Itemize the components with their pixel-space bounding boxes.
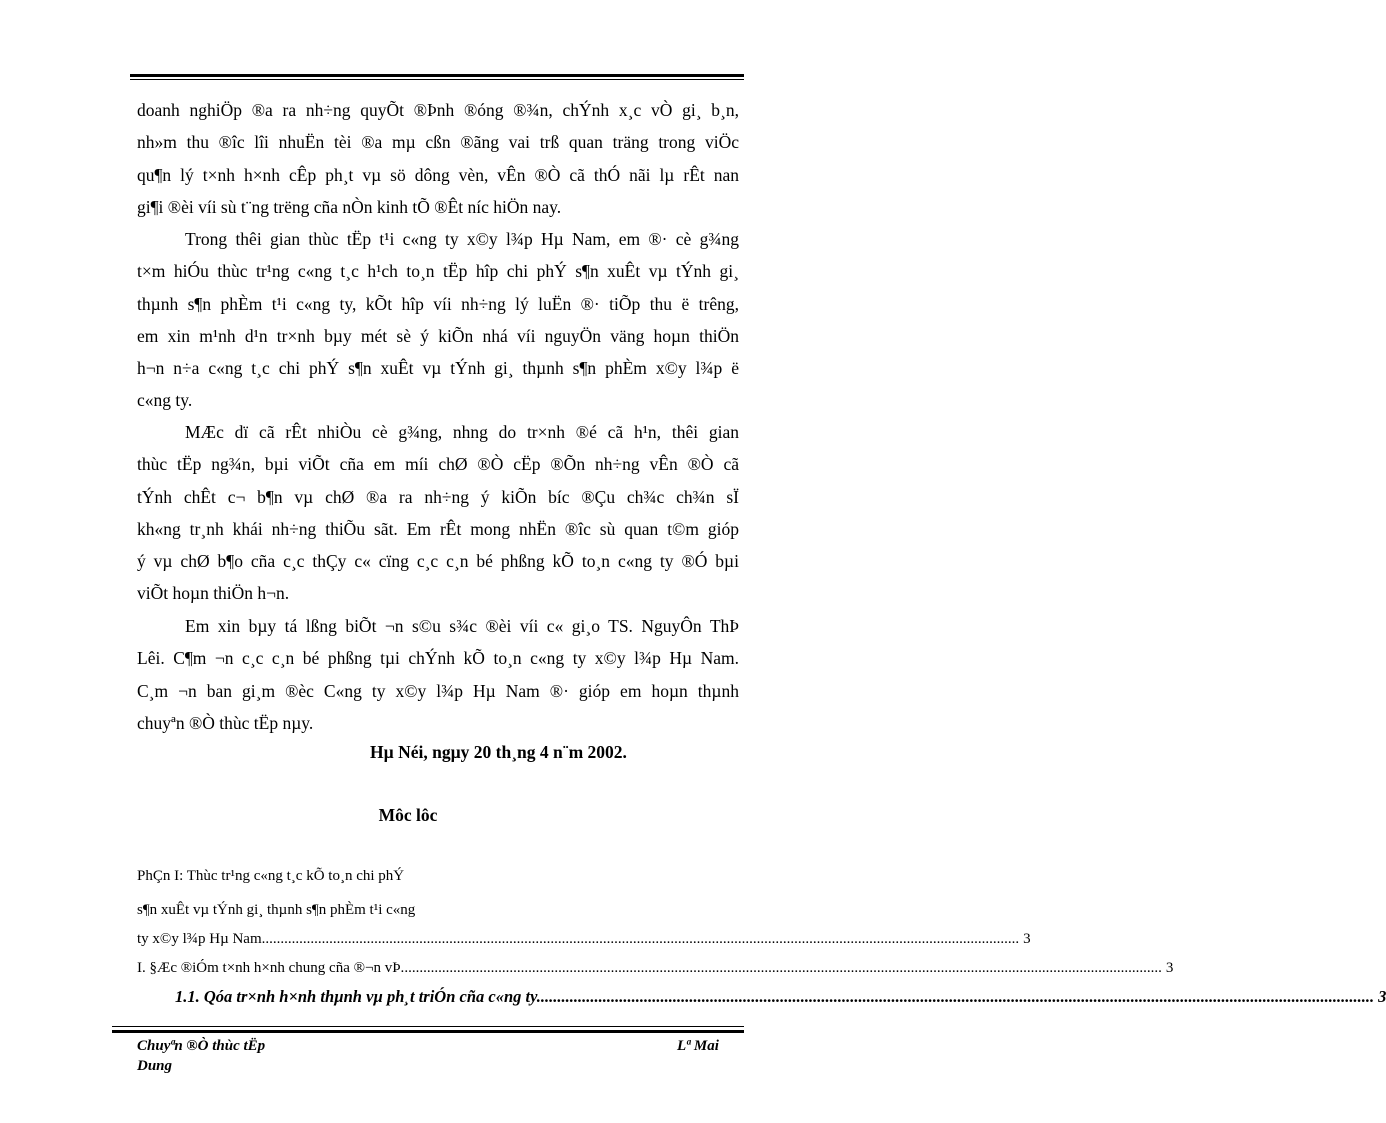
paragraph-line: tÝnh chÊt c¬ b¶n vµ chØ ®a ra nh÷ng ý kiÕn bíc ®Çu ch¾c ch¾n sÏ bbox=[137, 486, 739, 507]
paragraph-line: Trong thêi gian thùc tËp t¹i c«ng ty x©y l¾p Hµ Nam, em ®· cè g¾ng bbox=[185, 229, 739, 249]
paragraph-line: ý vµ chØ b¶o cña c¸c thÇy c« cïng c¸c c¸n bé phßng kÕ to¸n c«ng ty ®Ó bµi bbox=[137, 551, 739, 572]
toc-part1-line-1: PhÇn I: Thùc tr¹ng c«ng t¸c kÕ to¸n chi phÝ bbox=[137, 868, 405, 884]
footer-rule-thick bbox=[112, 1030, 744, 1033]
paragraph-line: Em xin bµy tá lßng biÕt ¬n s©u s¾c ®èi víi c« gi¸o TS. NguyÔn ThÞ bbox=[185, 616, 739, 636]
paragraph-line: qu¶n lý t×nh h×nh cÊp ph¸t vµ sö dông vèn, vÊn ®Ò cã thÓ nãi lµ rÊt nan bbox=[137, 164, 739, 185]
toc-entry[interactable] bbox=[175, 987, 1386, 1007]
toc-entry-page: 3 bbox=[1023, 931, 1031, 947]
paragraph-line: t×m hiÓu thùc tr¹ng c«ng t¸c h¹ch to¸n tËp hîp chi phÝ s¶n xuÊt vµ tÝnh gi¸ bbox=[137, 261, 739, 282]
toc-entry[interactable] bbox=[137, 960, 1174, 977]
header-rule-thin bbox=[130, 79, 744, 80]
paragraph bbox=[137, 416, 739, 610]
paragraph bbox=[137, 610, 739, 739]
paragraph-line: MÆc dï cã rÊt nhiÒu cè g¾ng, nhng do tr×nh ®é cã h¹n, thêi gian bbox=[185, 422, 739, 442]
paragraph bbox=[137, 94, 739, 223]
toc-entry-text: I. §Æc ®iÓm t×nh h×nh chung cña ®¬n vÞ. bbox=[137, 960, 405, 976]
paragraph-line: kh«ng tr¸nh khái nh÷ng thiÕu sãt. Em rÊt mong nhËn ®îc sù quan t©m gióp bbox=[137, 518, 739, 539]
paragraph-line: C¸m ¬n ban gi¸m ®èc C«ng ty x©y l¾p Hµ Nam ®· gióp em hoµn thµnh bbox=[137, 680, 739, 701]
toc-part1-line-2: s¶n xuÊt vµ tÝnh gi¸ thµnh s¶n phÈm t¹i c«ng bbox=[137, 902, 416, 918]
footer-title: Chuyªn ®Ò thùc tËp bbox=[137, 1038, 266, 1054]
date-line: Hµ Néi, ngµy 20 th¸ng 4 n¨m 2002. bbox=[370, 742, 627, 762]
toc-leader-dots: .......................................................................................................................................................................................................... bbox=[540, 987, 1375, 1006]
footer-rule-thin bbox=[112, 1026, 744, 1027]
toc-leader-dots: .......................................................................................................................................................................................................... bbox=[404, 960, 1162, 976]
paragraph-line: gi¶i ®èi víi sù t¨ng trëng cña nÒn kinh tÕ ®Êt níc hiÖn nay. bbox=[137, 196, 562, 217]
footer-left bbox=[137, 1036, 265, 1076]
paragraph-line: c«ng ty. bbox=[137, 390, 193, 411]
toc-entry[interactable] bbox=[137, 931, 1031, 948]
paragraph-line: h¬n n÷a c«ng t¸c chi phÝ s¶n xuÊt vµ tÝnh gi¸ thµnh s¶n phÈm x©y l¾p ë bbox=[137, 358, 739, 379]
paragraph-line: nh»m thu ®îc lîi nhuËn tèi ®a mµ cßn ®ãng vai trß quan träng trong viÖc bbox=[137, 132, 739, 153]
paragraph bbox=[137, 223, 739, 417]
paragraph-line: em xin m¹nh d¹n tr×nh bµy mét sè ý kiÕn nhá víi nguyÖn väng hoµn thiÖn bbox=[137, 325, 739, 346]
paragraph-line: thùc tËp ng¾n, bµi viÕt cña em míi chØ ®Ò cËp ®Õn nh÷ng vÊn ®Ò cã bbox=[137, 454, 739, 475]
toc-entry-text: ty x©y l¾p Hµ Nam bbox=[137, 931, 262, 947]
paragraph-line: viÕt hoµn thiÖn h¬n. bbox=[137, 583, 290, 604]
paragraph-line: doanh nghiÖp ®a ra nh÷ng quyÕt ®Þnh ®óng ®¾n, chÝnh x¸c vÒ gi¸ b¸n, bbox=[137, 100, 739, 120]
header-rule-thick bbox=[130, 74, 744, 77]
paragraph-line: chuyªn ®Ò thùc tËp nµy. bbox=[137, 712, 314, 733]
toc-leader-dots: .......................................................................................................................................................................................................... bbox=[261, 931, 1020, 947]
footer-author: Lª Mai bbox=[677, 1038, 719, 1054]
toc-entry-text: 1.1. Qóa tr×nh h×nh thµnh vµ ph¸t triÓn cña c«ng ty. bbox=[175, 987, 541, 1006]
paragraph-line: Lêi. C¶m ¬n c¸c c¸n bé phßng tµi chÝnh kÕ to¸n c«ng ty x©y l¾p Hµ Nam. bbox=[137, 648, 739, 669]
toc-entry-page: 3 bbox=[1165, 960, 1174, 976]
toc-entry-page: 3 bbox=[1378, 987, 1386, 1006]
toc-title: Môc lôc bbox=[378, 805, 438, 825]
paragraph-line: thµnh s¶n phÈm t¹i c«ng ty, kÕt hîp víi nh÷ng lý luËn ®· tiÕp thu ë trêng, bbox=[137, 293, 739, 314]
footer-author-name-part: Dung bbox=[137, 1058, 173, 1074]
